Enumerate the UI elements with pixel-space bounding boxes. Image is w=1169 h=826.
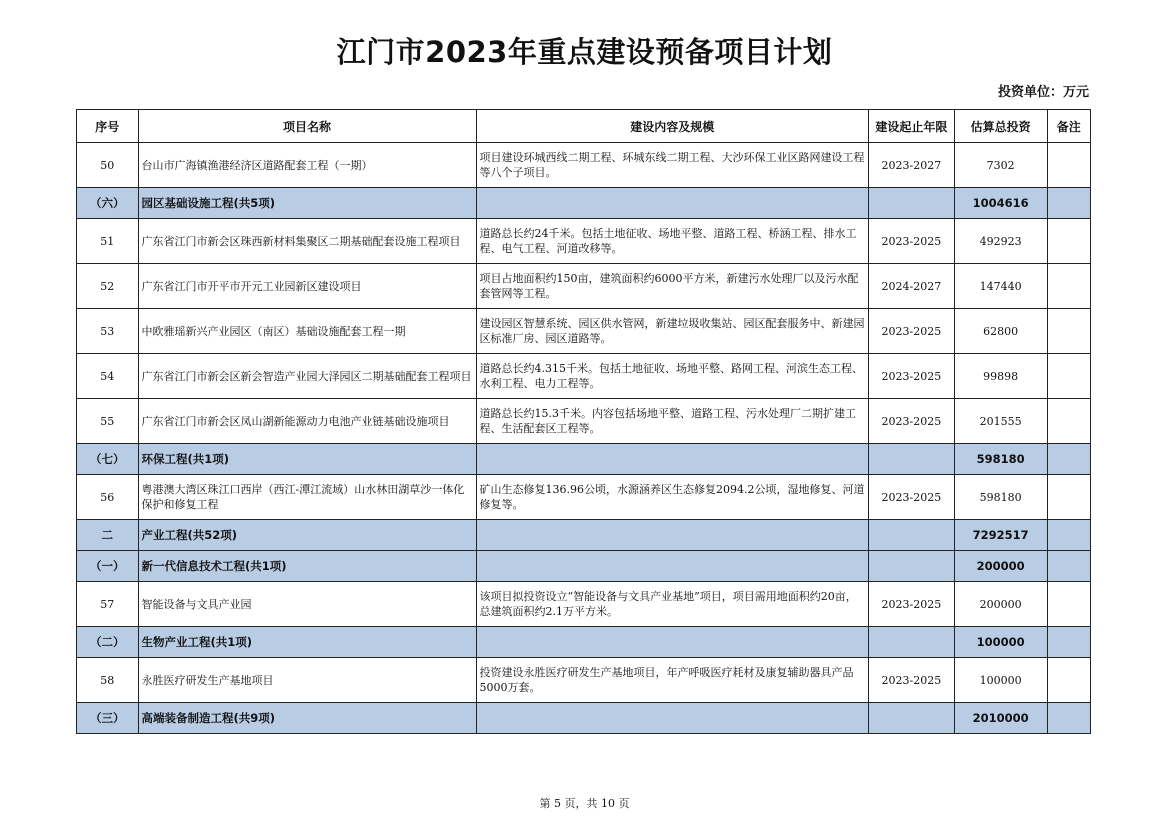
cell-content [476,444,868,475]
cell-name: 广东省江门市开平市开元工业园新区建设项目 [138,264,476,309]
cell-invest: 598180 [954,475,1047,520]
cell-no: 53 [77,309,139,354]
cell-content: 项目占地面积约150亩，建筑面积约6000平方米，新建污水处理厂以及污水配套管网等工程。 [476,264,868,309]
cell-period: 2023-2025 [869,309,955,354]
cell-invest: 100000 [954,658,1047,703]
cell-no: 52 [77,264,139,309]
investment-unit-label: 投资单位：万元 [997,85,1089,100]
cell-period: 2023-2025 [869,219,955,264]
cell-content: 道路总长约15.3千米。内容包括场地平整、道路工程、污水处理厂二期扩建工程、生活配套区工程等。 [476,399,868,444]
cell-no: 55 [77,399,139,444]
cell-note [1047,703,1090,734]
section-row [77,627,1091,658]
cell-no: 57 [77,582,139,627]
cell-invest: 201555 [954,399,1047,444]
cell-name: 高端装备制造工程(共9项) [138,703,476,734]
table-row [77,582,1091,627]
table-row [77,143,1091,188]
cell-no: （六） [77,188,139,219]
cell-no: 50 [77,143,139,188]
cell-no: 54 [77,354,139,399]
cell-content: 矿山生态修复136.96公顷，水源涵养区生态修复2094.2公顷，湿地修复、河道修复等。 [476,475,868,520]
section-row [77,551,1091,582]
table-row [77,264,1091,309]
table-row [77,475,1091,520]
cell-invest: 62800 [954,309,1047,354]
cell-content [476,188,868,219]
section-row [77,444,1091,475]
cell-no: 58 [77,658,139,703]
cell-note [1047,551,1090,582]
cell-name: 永胜医疗研发生产基地项目 [138,658,476,703]
cell-period: 2023-2027 [869,143,955,188]
cell-content: 该项目拟投资设立“智能设备与文具产业基地”项目，项目需用地面积约20亩，总建筑面积约2.1万平方米。 [476,582,868,627]
cell-period: 2023-2025 [869,582,955,627]
cell-note [1047,582,1090,627]
cell-period [869,703,955,734]
cell-content [476,551,868,582]
header-no: 序号 [77,110,139,143]
cell-name: 粤港澳大湾区珠江口西岸（西江-潭江流域）山水林田湖草沙一体化保护和修复工程 [138,475,476,520]
cell-note [1047,354,1090,399]
header-name: 项目名称 [138,110,476,143]
cell-name: 广东省江门市新会区凤山湖新能源动力电池产业链基础设施项目 [138,399,476,444]
cell-name: 环保工程(共1项) [138,444,476,475]
header-invest: 估算总投资 [954,110,1047,143]
cell-note [1047,219,1090,264]
cell-name: 智能设备与文具产业园 [138,582,476,627]
cell-name: 园区基础设施工程(共5项) [138,188,476,219]
table-row [77,219,1091,264]
cell-invest: 7292517 [954,520,1047,551]
cell-invest: 7302 [954,143,1047,188]
cell-period: 2023-2025 [869,354,955,399]
header-period: 建设起止年限 [869,110,955,143]
cell-no: （三） [77,703,139,734]
cell-name: 生物产业工程(共1项) [138,627,476,658]
project-table [76,109,1091,734]
table-row [77,399,1091,444]
table-row [77,354,1091,399]
cell-period: 2023-2025 [869,475,955,520]
table-row [77,658,1091,703]
cell-invest: 1004616 [954,188,1047,219]
cell-note [1047,264,1090,309]
cell-content [476,703,868,734]
header-content: 建设内容及规模 [476,110,868,143]
cell-period [869,188,955,219]
cell-period [869,520,955,551]
cell-content [476,520,868,551]
cell-name: 新一代信息技术工程(共1项) [138,551,476,582]
cell-no: （一） [77,551,139,582]
cell-name: 中欧雅瑶新兴产业园区（南区）基础设施配套工程一期 [138,309,476,354]
cell-note [1047,520,1090,551]
page-footer: 第 5 页，共 10 页 [539,797,630,810]
cell-content: 投资建设永胜医疗研发生产基地项目，年产呼吸医疗耗材及康复辅助器具产品5000万套。 [476,658,868,703]
cell-invest: 100000 [954,627,1047,658]
cell-note [1047,658,1090,703]
cell-content: 道路总长约24千米。包括土地征收、场地平整、道路工程、桥涵工程、排水工程、电气工程、河道改移等。 [476,219,868,264]
cell-invest: 200000 [954,582,1047,627]
section-row [77,188,1091,219]
cell-content: 建设园区智慧系统、园区供水管网，新建垃圾收集站、园区配套服务中、新建园区标准厂房、园区道路等。 [476,309,868,354]
cell-name: 广东省江门市新会区珠西新材料集聚区二期基础配套设施工程项目 [138,219,476,264]
cell-invest: 598180 [954,444,1047,475]
cell-invest: 200000 [954,551,1047,582]
cell-period [869,627,955,658]
cell-period: 2023-2025 [869,399,955,444]
section-row [77,520,1091,551]
cell-note [1047,309,1090,354]
cell-content: 项目建设环城西线二期工程、环城东线二期工程、大沙环保工业区路网建设工程等八个子项目。 [476,143,868,188]
cell-content: 道路总长约4.315千米。包括土地征收、场地平整、路网工程、河滨生态工程、水利工程、电力工程等。 [476,354,868,399]
table-row [77,309,1091,354]
header-note: 备注 [1047,110,1090,143]
cell-note [1047,143,1090,188]
cell-name: 产业工程(共52项) [138,520,476,551]
cell-period [869,444,955,475]
cell-invest: 2010000 [954,703,1047,734]
cell-period: 2023-2025 [869,658,955,703]
cell-name: 广东省江门市新会区新会智造产业园大泽园区二期基础配套工程项目 [138,354,476,399]
cell-name: 台山市广海镇渔港经济区道路配套工程（一期） [138,143,476,188]
cell-note [1047,399,1090,444]
cell-invest: 492923 [954,219,1047,264]
cell-note [1047,627,1090,658]
cell-no: 56 [77,475,139,520]
cell-period [869,551,955,582]
page-title: 江门市2023年重点建设预备项目计划 [336,35,833,69]
cell-no: 51 [77,219,139,264]
cell-invest: 147440 [954,264,1047,309]
cell-content [476,627,868,658]
table-header-row [77,110,1091,143]
cell-no: （二） [77,627,139,658]
cell-invest: 99898 [954,354,1047,399]
cell-period: 2024-2027 [869,264,955,309]
cell-no: （七） [77,444,139,475]
section-row [77,703,1091,734]
cell-no: 二 [77,520,139,551]
cell-note [1047,444,1090,475]
cell-note [1047,475,1090,520]
cell-note [1047,188,1090,219]
